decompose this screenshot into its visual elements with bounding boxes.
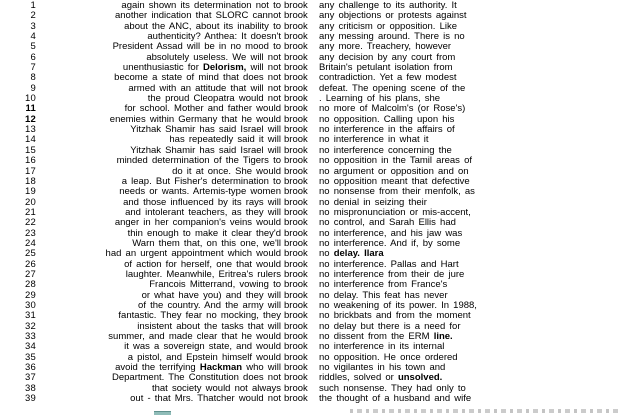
right-context: [317, 239, 640, 249]
right-context: [317, 394, 640, 404]
context-segment: no delay but there is a need for: [319, 321, 461, 332]
left-context: [36, 115, 281, 125]
context-segment: who will: [242, 363, 281, 374]
line-number: 12: [25, 113, 36, 125]
line-number: 29: [25, 289, 36, 301]
keyword: brook: [284, 113, 308, 125]
context-segment: again shown its determination not to: [121, 1, 281, 11]
context-segment: no interference, and his jaw was: [319, 228, 463, 239]
context-segment: thin enough to make it clear they'd: [127, 228, 281, 239]
keyword: brook: [284, 299, 308, 311]
keyword: brook: [284, 103, 308, 115]
line-number: 19: [25, 186, 36, 198]
context-segment: no interference in the affairs of: [319, 125, 455, 136]
concordance-row[interactable]: [0, 167, 640, 177]
context-segment: authenticity? Anthea: It doesn't: [147, 32, 281, 43]
context-segment: Department. The Constitution does not: [111, 373, 281, 384]
context-segment: Yitzhak Shamir has said Israel will: [130, 125, 281, 136]
keyword: brook: [284, 382, 308, 394]
right-context: [317, 73, 640, 83]
line-number: 3: [30, 20, 36, 32]
keyword: brook: [284, 155, 308, 167]
right-context: [317, 63, 640, 73]
context-segment: no brickbats and from the moment: [319, 311, 471, 322]
context-segment: of action for herself, one that would: [124, 259, 281, 270]
context-segment: any challenge to its authority. It: [319, 1, 457, 11]
left-context: [36, 394, 281, 404]
right-context: [317, 22, 640, 32]
keyword: brook: [284, 41, 308, 53]
keyword: brook: [284, 93, 308, 105]
context-segment: no vigilantes in his town and: [319, 363, 446, 374]
concordance-row[interactable]: [0, 384, 640, 394]
concordance-row[interactable]: [0, 73, 640, 83]
context-segment: will not: [246, 63, 281, 74]
right-context: [317, 177, 640, 187]
context-segment: any decision by any court from: [319, 52, 456, 63]
right-context: [317, 260, 640, 270]
keyword: brook: [284, 279, 308, 291]
keyword: brook: [284, 331, 308, 342]
context-segment: of the country. And the army will: [138, 300, 281, 311]
left-context: [36, 177, 281, 187]
left-context: [36, 291, 281, 301]
left-context: [36, 53, 281, 63]
left-context: [36, 135, 281, 145]
left-context: [36, 353, 281, 363]
right-context: [317, 249, 640, 259]
context-segment: minded determination of the Tigers to: [116, 156, 281, 167]
keyword: brook: [284, 51, 308, 63]
concordance-row[interactable]: [0, 104, 640, 114]
left-context: [36, 63, 281, 73]
left-context: [36, 125, 281, 135]
context-segment: no nonsense from their menfolk, as: [319, 187, 475, 198]
left-context: [36, 104, 281, 114]
concordance-row[interactable]: [0, 125, 640, 135]
left-context: [36, 373, 281, 383]
concordance-row[interactable]: [0, 177, 640, 187]
concordance-row[interactable]: [0, 353, 640, 363]
line-number: 2: [30, 10, 36, 22]
line-number: 38: [25, 382, 36, 394]
line-number: 14: [25, 134, 36, 146]
line-number: 10: [25, 93, 36, 105]
concordance-row[interactable]: [0, 373, 640, 383]
context-segment: a leap. But Fisher's determination to: [121, 176, 281, 187]
context-segment: no denial in seizing their: [319, 197, 427, 208]
left-context: [36, 198, 281, 208]
selection-marker: [154, 411, 171, 415]
line-number: 7: [30, 62, 36, 74]
right-context: [317, 384, 640, 394]
keyword: brook: [284, 362, 308, 374]
left-context: [36, 156, 281, 166]
right-context: [317, 311, 640, 321]
line-number: 15: [25, 144, 36, 156]
line-number: 26: [25, 258, 36, 270]
keyword: brook: [284, 268, 308, 280]
left-context: [36, 32, 281, 42]
context-segment: the thought of a husband and wife: [319, 394, 472, 405]
context-segment: no weakening of its power. In 1988,: [319, 300, 477, 311]
line-number: 17: [25, 165, 36, 177]
keyword: brook: [284, 310, 308, 322]
context-segment: do it at once. She would: [172, 166, 281, 177]
right-context: [317, 322, 640, 332]
keyword: brook: [284, 237, 308, 249]
keyword: brook: [284, 320, 308, 332]
context-segment: no more of Malcolm's (or Rose's): [319, 104, 466, 115]
context-segment: insistent about the tasks that will: [137, 321, 281, 332]
keyword: brook: [284, 227, 308, 239]
left-context: [36, 301, 281, 311]
left-context: [36, 218, 281, 228]
line-number: 31: [25, 310, 36, 322]
context-segment: laughter. Meanwhile, Eritrea's rulers: [125, 269, 281, 280]
context-segment: that society would not always: [151, 383, 281, 394]
keyword: brook: [284, 72, 308, 84]
context-segment: defeat. The opening scene of the: [319, 83, 466, 94]
right-context: [317, 229, 640, 239]
keyword: brook: [284, 175, 308, 187]
context-segment: no opposition. He once ordered: [319, 352, 458, 363]
context-segment: summer, and made clear that he would: [108, 332, 281, 342]
left-context: [36, 260, 281, 270]
line-number: 6: [30, 51, 36, 63]
right-context: [317, 125, 640, 135]
context-segment: the proud Cleopatra would not: [147, 94, 281, 105]
concordance-row[interactable]: [0, 32, 640, 42]
left-context: [36, 363, 281, 373]
concordance-row[interactable]: [0, 239, 640, 249]
context-segment: no control, and Sarah Ellis had: [319, 218, 456, 229]
concordance-row[interactable]: [0, 229, 640, 239]
context-segment: or what have you) and they will: [141, 290, 281, 301]
line-number: 20: [25, 196, 36, 208]
context-segment: a pistol, and Epstein himself would: [127, 352, 281, 363]
context-segment: no delay. This feat has never: [319, 290, 448, 301]
context-segment: no opposition meant that defective: [319, 176, 470, 187]
context-segment: about the ANC, about its inability to: [124, 21, 281, 32]
left-context: [36, 22, 281, 32]
right-context: [317, 342, 640, 352]
context-segment: another indication that SLORC cannot: [114, 11, 281, 22]
context-segment: unenthusiastic for: [122, 63, 204, 74]
right-context: [317, 42, 640, 52]
right-context: [317, 156, 640, 166]
right-context: [317, 53, 640, 63]
keyword: brook: [284, 196, 308, 208]
keyword: brook: [284, 186, 308, 198]
left-context: [36, 146, 281, 156]
concordance-row[interactable]: [0, 208, 640, 218]
line-number: 24: [25, 237, 36, 249]
context-segment: enemies within Germany that he would: [109, 114, 281, 125]
concordance-row[interactable]: [0, 322, 640, 332]
line-number: 8: [30, 72, 36, 84]
context-segment: such nonsense. They had only to: [319, 383, 466, 394]
context-segment: any criticism or opposition. Like: [319, 21, 457, 32]
context-segment: out - that Mrs. Thatcher would not: [130, 394, 281, 405]
bold-context-segment: Delorism,: [203, 63, 247, 74]
left-context: [36, 94, 281, 104]
left-context: [36, 187, 281, 197]
concordance-row[interactable]: [0, 270, 640, 280]
concordance-row[interactable]: [0, 156, 640, 166]
right-context: [317, 208, 640, 218]
left-context: [36, 73, 281, 83]
left-context: [36, 342, 281, 352]
partial-next-row: [350, 409, 620, 413]
left-context: [36, 384, 281, 394]
concordance-row[interactable]: [0, 94, 640, 104]
context-segment: armed with an attitude that will not: [128, 83, 281, 94]
context-segment: no opposition. Calling upon his: [319, 114, 455, 125]
line-number: 30: [25, 299, 36, 311]
concordance-row[interactable]: [0, 146, 640, 156]
concordance-row[interactable]: [0, 260, 640, 270]
right-context: [317, 135, 640, 145]
right-context: [317, 280, 640, 290]
concordance-row[interactable]: [0, 42, 640, 52]
context-segment: and those influenced by its rays will: [123, 197, 281, 208]
context-segment: any messing around. There is no: [319, 32, 465, 43]
left-context: [36, 208, 281, 218]
line-number: 11: [25, 103, 36, 115]
context-segment: any more. Treachery, however: [319, 42, 452, 53]
context-segment: no interference from their de jure: [319, 269, 465, 280]
line-number: 32: [25, 320, 36, 332]
concordance-row[interactable]: [0, 291, 640, 301]
concordance-row[interactable]: [0, 198, 640, 208]
right-context: [317, 332, 640, 342]
keyword: brook: [284, 206, 308, 218]
context-segment: needs or wants. Artemis-type women: [119, 187, 281, 198]
concordance-row[interactable]: [0, 63, 640, 73]
left-context: [36, 332, 281, 342]
keyword: brook: [284, 372, 308, 384]
right-context: [317, 11, 640, 21]
concordance-list: [0, 1, 640, 404]
keyword: brook: [284, 10, 308, 22]
left-context: [36, 311, 281, 321]
context-segment: Francois Mitterrand, vowing to: [149, 280, 281, 291]
right-context: [317, 104, 640, 114]
concordance-row[interactable]: [0, 342, 640, 352]
context-segment: avoid the terrifying: [115, 363, 200, 374]
context-segment: has repeatedly said it will: [169, 135, 281, 146]
context-segment: no dissent from the ERM: [319, 332, 434, 342]
left-context: [36, 1, 281, 11]
concordance-row[interactable]: [0, 53, 640, 63]
line-number: 13: [25, 124, 36, 136]
left-context: [36, 11, 281, 21]
context-segment: no interference from France's: [319, 280, 448, 291]
context-segment: fantastic. They fear no mocking, they: [118, 311, 281, 322]
right-context: [317, 363, 640, 373]
line-number: 39: [25, 393, 36, 405]
context-segment: contradiction. Yet a few modest: [319, 73, 457, 84]
context-segment: and intolerant teachers, as they will: [125, 207, 281, 218]
context-segment: had an urgent appointment which would: [105, 249, 281, 260]
line-number: 5: [30, 41, 36, 53]
line-number: 23: [25, 227, 36, 239]
context-segment: Warn them that, on this one, we'll: [132, 238, 281, 249]
context-segment: Yitzhak Shamir has said Israel will: [130, 145, 281, 156]
right-context: [317, 187, 640, 197]
line-number: 28: [25, 279, 36, 291]
bold-context-segment: unsolved.: [397, 373, 443, 384]
right-context: [317, 270, 640, 280]
line-number: 36: [25, 362, 36, 374]
context-segment: no interference concerning the: [319, 145, 452, 156]
context-segment: . Learning of his plans, she: [319, 94, 441, 105]
left-context: [36, 280, 281, 290]
context-segment: it was a sovereign state, and would: [124, 342, 281, 353]
concordance-row[interactable]: [0, 84, 640, 94]
concordance-row[interactable]: [0, 11, 640, 21]
right-context: [317, 373, 640, 383]
line-number: 21: [25, 206, 36, 218]
keyword: brook: [284, 124, 308, 136]
concordance-row[interactable]: [0, 311, 640, 321]
context-segment: become a state of mind that does not: [114, 73, 281, 84]
context-segment: Britain's petulant isolation from: [319, 63, 453, 74]
context-segment: no mispronunciation or mis-accent,: [319, 207, 471, 218]
right-context: [317, 32, 640, 42]
context-segment: anger in her companion's veins would: [114, 218, 281, 229]
line-number: 33: [25, 331, 36, 342]
concordance-row[interactable]: [0, 280, 640, 290]
concordance-row[interactable]: [0, 115, 640, 125]
keyword: brook: [284, 20, 308, 32]
concordance-row[interactable]: [0, 301, 640, 311]
bold-context-segment: line.: [433, 332, 453, 342]
line-number: 9: [30, 82, 36, 94]
left-context: [36, 42, 281, 52]
context-segment: no interference. And if, by some: [319, 238, 461, 249]
line-number: 34: [25, 341, 36, 353]
keyword: brook: [284, 289, 308, 301]
concordance-row[interactable]: [0, 332, 640, 342]
keyword: brook: [284, 351, 308, 363]
right-context: [317, 146, 640, 156]
keyword: brook: [284, 82, 308, 94]
right-context: [317, 301, 640, 311]
line-number: 25: [25, 248, 36, 260]
context-segment: no interference in what it: [319, 135, 429, 146]
bold-context-segment: delay. Ilara: [333, 249, 384, 260]
line-number: 22: [25, 217, 36, 229]
context-segment: for school. Mother and father would: [124, 104, 281, 115]
context-segment: no opposition in the Tamil areas of: [319, 156, 472, 167]
keyword: brook: [284, 0, 308, 11]
concordance-row[interactable]: [0, 135, 640, 145]
right-context: [317, 115, 640, 125]
keyword: brook: [284, 393, 308, 405]
line-number: 37: [25, 372, 36, 384]
keyword: brook: [284, 165, 308, 177]
keyword: brook: [284, 144, 308, 156]
line-number: 4: [30, 31, 36, 43]
line-number: 35: [25, 351, 36, 363]
context-segment: no argument or opposition and on: [319, 166, 469, 177]
keyword: brook: [284, 341, 308, 353]
context-segment: riddles, solved or: [319, 373, 398, 384]
concordance-row[interactable]: [0, 218, 640, 228]
line-number: 18: [25, 175, 36, 187]
context-segment: no: [319, 249, 334, 260]
right-context: [317, 1, 640, 11]
keyword: brook: [284, 258, 308, 270]
right-context: [317, 291, 640, 301]
right-context: [317, 167, 640, 177]
context-segment: no interference. Pallas and Hart: [319, 259, 459, 270]
concordance-row[interactable]: [0, 22, 640, 32]
context-segment: absolutely useless. We will not: [146, 52, 281, 63]
left-context: [36, 270, 281, 280]
concordance-row[interactable]: [0, 1, 640, 11]
line-number: 1: [30, 0, 36, 11]
concordance-row[interactable]: [0, 249, 640, 259]
context-segment: President Assad will be in no mood to: [112, 42, 281, 53]
keyword: brook: [284, 62, 308, 74]
left-context: [36, 229, 281, 239]
line-number: 16: [25, 155, 36, 167]
keyword: brook: [284, 217, 308, 229]
left-context: [36, 167, 281, 177]
right-context: [317, 353, 640, 363]
keyword: brook: [284, 248, 308, 260]
right-context: [317, 84, 640, 94]
context-segment: any objections or protests against: [319, 11, 467, 22]
concordance-row[interactable]: [0, 394, 640, 404]
bold-context-segment: Hackman: [199, 363, 243, 374]
concordance-row[interactable]: [0, 187, 640, 197]
concordance-row[interactable]: [0, 363, 640, 373]
left-context: [36, 239, 281, 249]
keyword: brook: [284, 31, 308, 43]
right-context: [317, 218, 640, 228]
keyword: brook: [284, 134, 308, 146]
line-number: 27: [25, 268, 36, 280]
left-context: [36, 322, 281, 332]
right-context: [317, 198, 640, 208]
left-context: [36, 84, 281, 94]
left-context: [36, 249, 281, 259]
context-segment: no interference in its internal: [319, 342, 445, 353]
right-context: [317, 94, 640, 104]
